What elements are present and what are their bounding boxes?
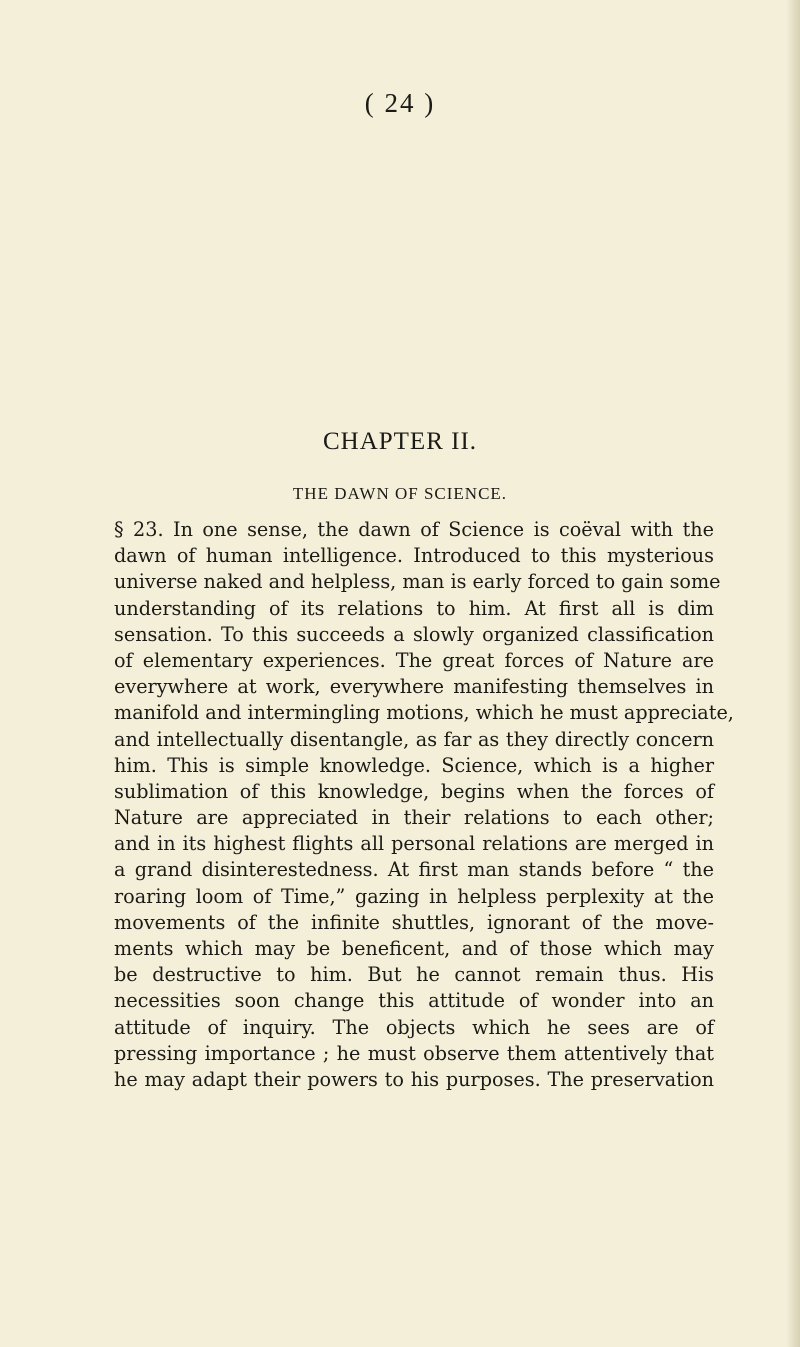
text-line: universe naked and helpless, man is early forced to gain some (114, 570, 721, 594)
text-line: and in its highest flights all personal relations are merged in (114, 832, 714, 856)
chapter-title: CHAPTER II. (322, 428, 478, 455)
text-line: a grand disinterestedness. At first man stands before “ the (114, 858, 714, 882)
text-line: manifold and intermingling motions, which he must appreciate, (114, 701, 734, 725)
text-line: ments which may be beneficent, and of those which may (114, 937, 714, 960)
text-line: attitude of inquiry. The objects which he sees are of (114, 1015, 714, 1039)
text-line: movements of the infinite shuttles, ignorant of the move- (114, 910, 714, 934)
text-line: he may adapt their powers to his purposes. The preservation (114, 1067, 714, 1091)
text-line: § 23. In one sense, the dawn of Science is coëval with the (114, 518, 714, 541)
page-edge-shadow (786, 0, 800, 1347)
text-line: everywhere at work, everywhere manifesting themselves in (114, 675, 714, 699)
text-line: be destructive to him. But he cannot remain thus. His (114, 963, 714, 987)
text-line: necessities soon change this attitude of wonder into an (114, 989, 714, 1013)
page-number: ( 24 ) (364, 88, 436, 118)
text-line: and intellectually disentangle, as far as they directly concern (114, 727, 714, 751)
body-paragraph (114, 517, 734, 1093)
chapter-subtitle: THE DAWN OF SCIENCE. (292, 484, 508, 503)
text-line: pressing importance ; he must observe them attentively that (114, 1041, 714, 1065)
text-line: dawn of human intelligence. Introduced to this mysterious (114, 544, 714, 568)
text-line: roaring loom of Time,” gazing in helpless perplexity at the (114, 884, 714, 908)
text-line: sensation. To this succeeds a slowly organized classification (114, 622, 714, 646)
text-line: understanding of its relations to him. At first all is dim (114, 596, 714, 620)
text-line: of elementary experiences. The great forces of Nature are (114, 648, 714, 672)
text-line: sublimation of this knowledge, begins when the forces of (114, 779, 714, 803)
text-line: him. This is simple knowledge. Science, which is a higher (114, 753, 714, 777)
text-line: Nature are appreciated in their relations to each other; (114, 806, 714, 830)
